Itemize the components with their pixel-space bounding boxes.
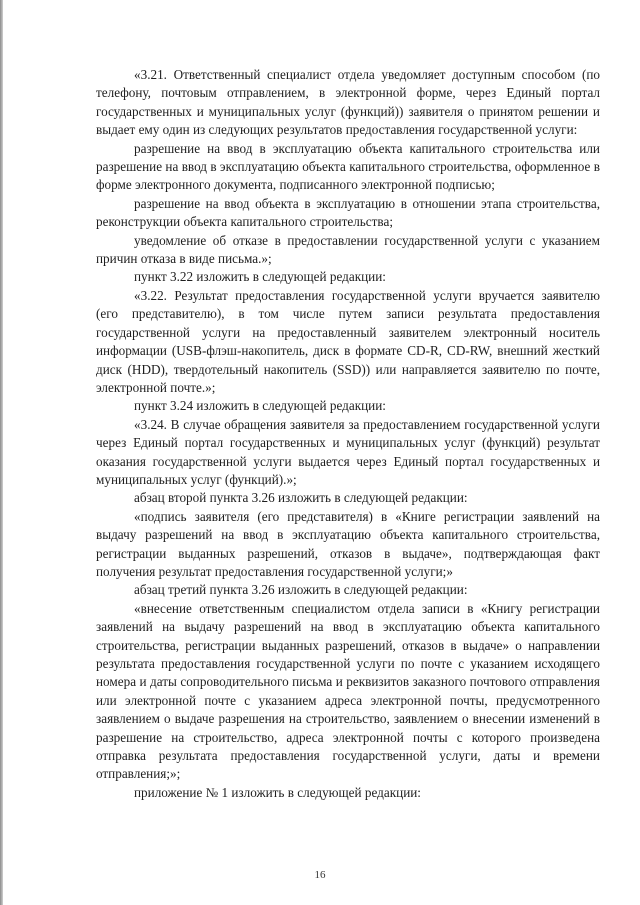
paragraph-refusal-notice: уведомление об отказе в предоставлении государственной услуги с указанием причин отказа в виде письма.»; [96,232,600,267]
paragraph-amend-3-26-second: абзац второй пункта 3.26 изложить в следующей редакции: [134,490,468,506]
paragraph-signature: «подпись заявителя (его представителя) в «Книге регистрации заявлений на выдачу разрешений на ввод в эксплуатацию объекта капитального строительства, регистрации выданных разрешений, отказов в выдаче», подтверждающая факт получения результат предоставления государственной услуги;» [96,508,600,579]
paragraph-registry-entry: «внесение ответственным специалистом отдела записи в «Книгу регистрации заявлений на выдачу разрешений на ввод в эксплуатацию объекта капитального строительства, регистрации выданных разрешений, отказов в выдаче» о направлении результата предоставления государственной услуги по почте с указанием исходящего номера и даты сопроводительного письма и реквизитов заказного почтового отправления или электронной почте с указанием адреса электронной почты, предусмотренного заявлением о выдаче разрешения на строительство, заявлением о внесении изменений в разрешение на строительство, адреса электронной почты с которого произведена отправка результата предоставления государственной услуги, даты и времени отправления;»; [96,600,600,782]
paragraph-3-24: «3.24. В случае обращения заявителя за предоставлением государственной услуги через Единый портал государственных и муниципальных услуг (функций) результат оказания государственной услуги выдается через Единый портал государственных и муниципальных услуг (функций).»; [96,416,600,487]
paragraph-3-22: «3.22. Результат предоставления государственной услуги вручается заявителю (его представителю), в том числе путем записи результата предоставления государственной услуги на предоставленный заявителем электронный носитель информации (USB-флэш-накопитель, диск в формате CD-R, CD-RW, внешний жесткий диск (HDD), твердотельный накопитель (SSD)) или направляется заявителю по почте, электронной почте.»; [96,287,600,395]
page-number: 16 [314,869,326,881]
paragraph-amend-3-24: пункт 3.24 изложить в следующей редакции: [134,398,386,414]
paragraph-amend-3-26-third: абзац третий пункта 3.26 изложить в следующей редакции: [134,582,468,598]
paragraph-permit-commissioning: разрешение на ввод в эксплуатацию объекта капитального строительства или разрешение на ввод в эксплуатацию объекта капитального строительства, оформленное в форме электронного документа, подписанного электронной подписью; [96,140,600,193]
paragraph-amend-3-22: пункт 3.22 изложить в следующей редакции: [134,269,386,285]
scan-edge [0,0,3,905]
document-body [96,66,600,802]
paragraph-appendix-1: приложение № 1 изложить в следующей редакции: [134,784,421,800]
paragraph-permit-stage: разрешение на ввод объекта в эксплуатацию в отношении этапа строительства, реконструкции объекта капитального строительства; [96,195,600,230]
paragraph-3-21: «3.21. Ответственный специалист отдела уведомляет доступным способом (по телефону, почтовым отправлением, в электронной форме, через Единый портал государственных и муниципальных услуг (функций)) заявителя о принятом решении и выдает ему один из следующих результатов предоставления государственной услуги: [96,67,600,138]
